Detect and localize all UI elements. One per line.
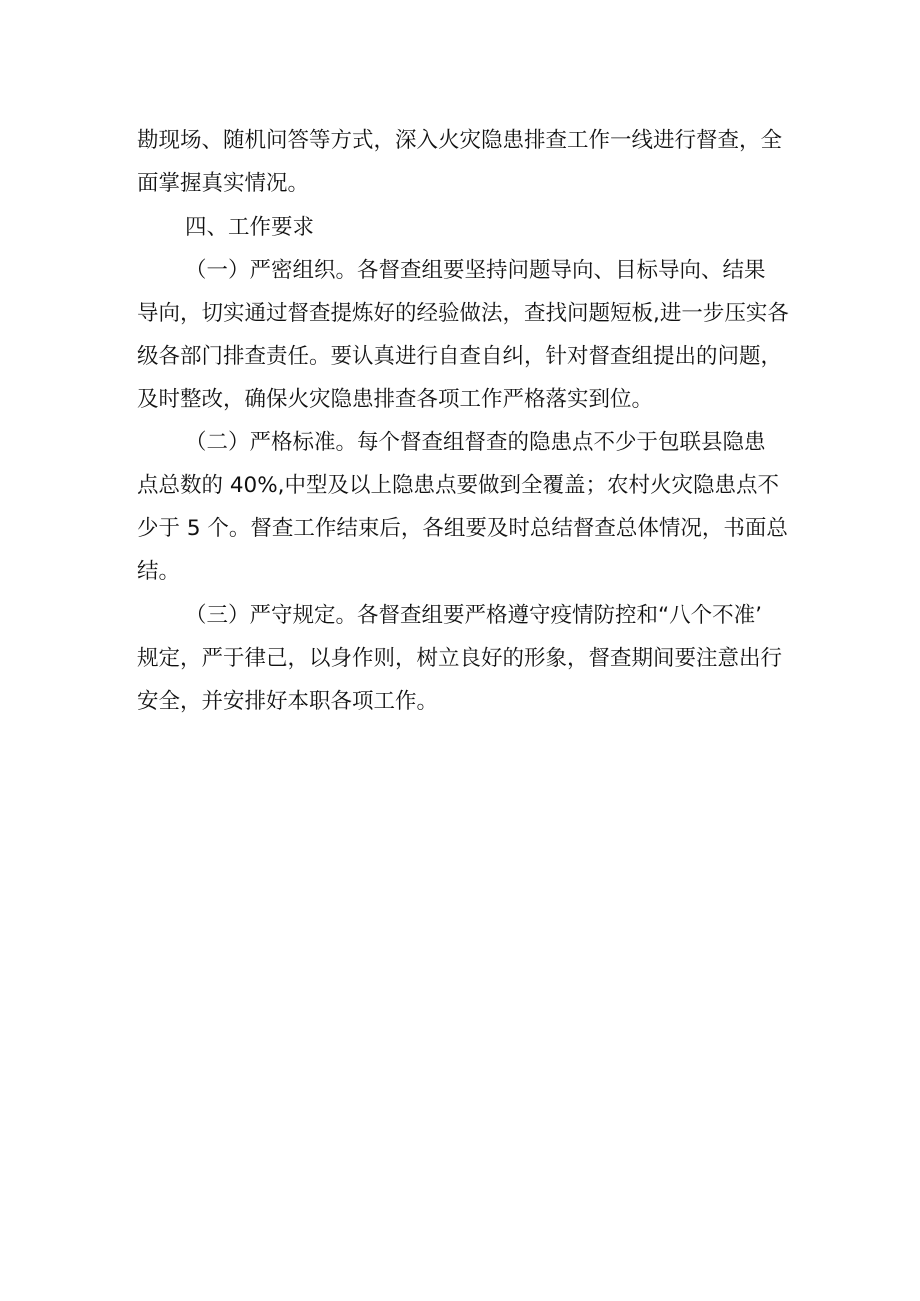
section-heading: 四、工作要求 [185,215,315,240]
paragraph-line: 结。 [137,559,181,584]
paragraph-line: 勘现场、随机问答等方式，深入火灾隐患排查工作一线进行督查，全 [137,128,783,153]
paragraph-line: 少于 5 个。督查工作结束后，各组要及时总结督查总体情况，书面总 [137,516,788,541]
paragraph-line: （三）严守规定。各督查组要严格遵守疫情防控和“八个不准’ [185,603,762,628]
paragraph-line: 面掌握真实情况。 [137,171,310,196]
paragraph-line: 导向，切实通过督查提炼好的经验做法，查找问题短板,进一步压实各 [137,301,789,326]
paragraph-line: 及时整改，确保火灾隐患排查各项工作严格落实到位。 [137,387,654,412]
paragraph-line: 规定，严于律己，以身作则，树立良好的形象，督查期间要注意出行 [137,646,783,671]
paragraph-line: 点总数的 40%,中型及以上隐患点要做到全覆盖；农村火灾隐患点不 [137,473,779,498]
paragraph-line: （一）严密组织。各督查组要坚持问题导向、目标导向、结果 [185,258,766,283]
paragraph-line: 安全，并安排好本职各项工作。 [137,689,439,714]
paragraph-line: 级各部门排查责任。要认真进行自查自纠，针对督查组提出的问题， [137,344,783,369]
paragraph-line: （二）严格标准。每个督查组督查的隐患点不少于包联县隐患 [185,430,766,455]
